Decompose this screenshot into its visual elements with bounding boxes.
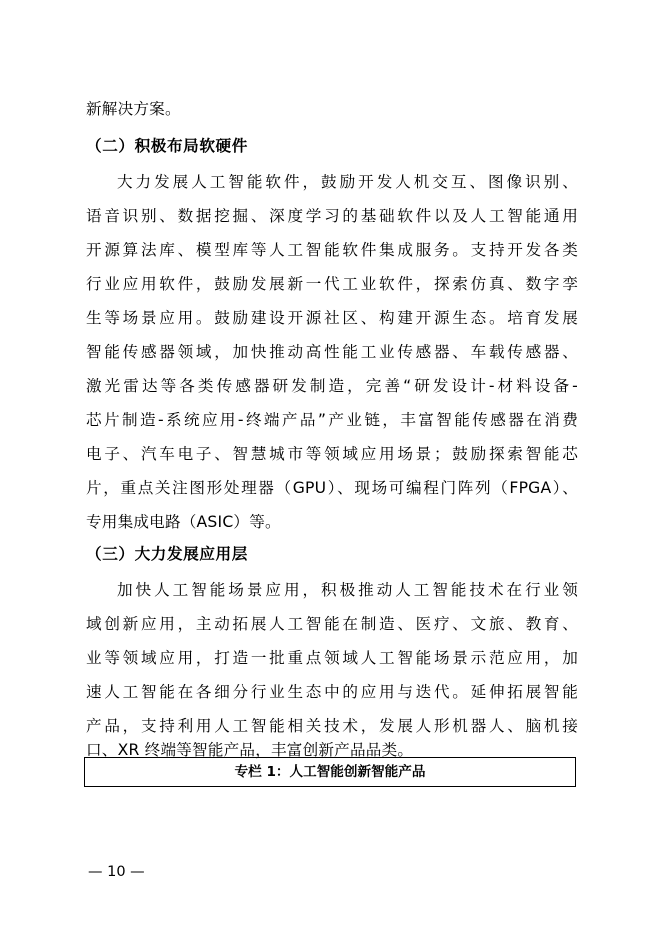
paragraph-line: 速人工智能在各细分行业生态中的应用与迭代。延伸拓展智能 [86,683,578,701]
page-number: — 10 — [88,864,145,880]
section-heading-2: （二）积极布局软硬件 [86,137,248,155]
paragraph-line: 智能传感器领域，加快推动高性能工业传感器、车载传感器、 [86,343,578,361]
paragraph-line: 语音识别、数据挖掘、深度学习的基础软件以及人工智能通用 [86,207,578,225]
paragraph-line: 激光雷达等各类传感器研发制造，完善“研发设计-材料设备- [86,377,578,395]
paragraph-line: 加快人工智能场景应用，积极推动人工智能技术在行业领 [117,581,578,599]
paragraph-line: 芯片制造-系统应用-终端产品”产业链，丰富智能传感器在消费 [86,411,578,429]
paragraph-line: 业等领域应用，打造一批重点领域人工智能场景示范应用，加 [86,649,578,667]
column-box-title: 专栏 1：人工智能创新智能产品 [84,757,576,787]
paragraph-line: 专用集成电路（ASIC）等。 [86,513,281,531]
paragraph-line: 域创新应用，主动拓展人工智能在制造、医疗、文旅、教育、 [86,615,578,633]
paragraph-line: 片，重点关注图形处理器（GPU）、现场可编程门阵列（FPGA）、 [86,479,578,497]
paragraph-line: 开源算法库、模型库等人工智能软件集成服务。支持开发各类 [86,241,578,259]
paragraph-line: 新解决方案。 [86,100,181,118]
paragraph-line: 生等场景应用。鼓励建设开源社区、构建开源生态。培育发展 [86,309,578,327]
paragraph-line: 口、XR 终端等智能产品，丰富创新产品品类。 [86,741,414,759]
paragraph-line: 电子、汽车电子、智慧城市等领域应用场景；鼓励探索智能芯 [86,445,578,463]
paragraph-line: 行业应用软件，鼓励发展新一代工业软件，探索仿真、数字孪 [86,275,578,293]
section-heading-3: （三）大力发展应用层 [86,545,248,563]
paragraph-line: 大力发展人工智能软件，鼓励开发人机交互、图像识别、 [117,173,578,191]
paragraph-line: 产品，支持利用人工智能相关技术，发展人形机器人、脑机接 [86,717,578,735]
